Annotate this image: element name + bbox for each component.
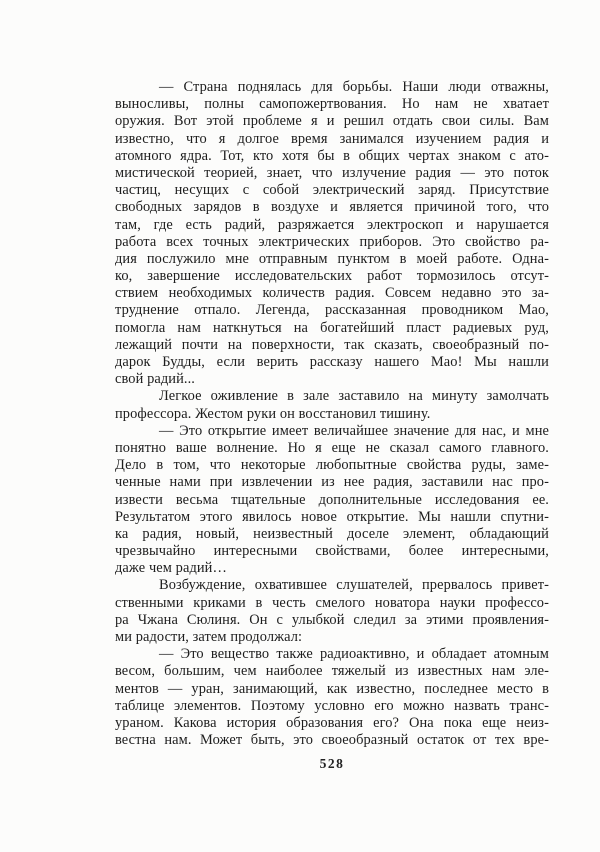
text-line: свободных зарядов в воздухе и является причиной того, что (115, 199, 549, 216)
text-line: таблице элементов. Поэтому условно его можно назвать транс- (115, 697, 549, 714)
text-line: — Страна поднялась для борьбы. Наши люди отважны, (159, 79, 549, 95)
text-line: частиц, несущих с собой электрический заряд. Присутствие (115, 182, 549, 199)
text-block (115, 79, 549, 749)
text-line: ченные нами при извлечении из нее радия, заставили нас про- (115, 474, 549, 491)
text-line: понятно ваше волнение. Но я еще не сказал самого главного. (115, 439, 549, 456)
text-line: даже чем радий… (115, 560, 227, 577)
text-line: весом, большим, чем наиболее тяжелый из известных нам эле- (115, 663, 549, 680)
text-line: выносливы, полны самопожертвования. Но нам не хватает (115, 96, 549, 113)
text-line: профессора. Жестом руки он восстановил тишину. (115, 405, 431, 422)
paragraph (115, 423, 549, 578)
text-line: — Это открытие имеет величайшее значение для нас, и мне (159, 422, 549, 439)
text-line: Результатом этого явилось новое открытие. Мы нашли спутни- (115, 508, 549, 525)
text-line: труднение отпало. Легенда, рассказанная проводником Мао, (115, 302, 549, 319)
text-line: атомного ядра. Тот, кто хотя бы в общих чертах знаком с ато- (115, 147, 549, 164)
text-line: — Это вещество также радиоактивно, и обладает атомным (159, 646, 549, 663)
text-line: там, где есть радий, разряжается электроскоп и нарушается (115, 216, 549, 233)
text-line: чрезвычайно интересными свойствами, более интересными, (115, 543, 549, 560)
text-line: помогла нам наткнуться на богатейший пласт радиевых руд, (115, 319, 549, 336)
page-number: 528 (319, 756, 345, 771)
text-line: извести весьма тщательные дополнительные исследования ее. (115, 491, 549, 508)
text-line: ураном. Какова история образования его? Она пока еще неиз- (115, 714, 549, 731)
text-line: работа всех точных электрических приборов. Это свойство ра- (115, 233, 549, 250)
paragraph (115, 577, 549, 646)
text-line: ко, завершение исследовательских работ тормозилось отсут- (115, 268, 549, 285)
text-line: Легкое оживление в зале заставило на минуту замолчать (159, 388, 549, 405)
text-line: мистической теорией, знает, что излучение радия — это поток (115, 164, 549, 181)
paragraph (115, 79, 549, 388)
paragraph (115, 388, 549, 422)
text-line: вестна нам. Может быть, это своеобразный остаток от тех вре- (115, 732, 549, 749)
text-line: Дело в том, что некоторые любопытные свойства руды, заме- (115, 457, 549, 474)
text-line: ка радия, новый, неизвестный доселе элемент, обладающий (115, 525, 549, 542)
text-line: дарок Будды, если верить рассказу нашего Мао! Мы нашли (115, 354, 549, 370)
text-line: ми радости, затем продолжал: (115, 629, 303, 645)
text-line: лежащий почти на поверхности, так сказать, своеобразный по- (115, 336, 549, 353)
text-line: ментов — уран, занимающий, как известно, последнее место в (115, 680, 549, 697)
text-line: ствием необходимых количеств радия. Совсем недавно это за- (115, 285, 549, 302)
paragraph (115, 646, 549, 749)
text-line: Возбуждение, охватившее слушателей, прервалось привет- (159, 577, 549, 594)
text-line: ственными криками в честь смелого новатора науки профессо- (115, 594, 549, 611)
text-line: дия послужило мне отправным пунктом в моей работе. Одна- (115, 250, 549, 267)
text-line: свой радий... (115, 371, 195, 388)
text-line: ра Чжана Сюлиня. Он с улыбкой следил за этими проявления- (115, 611, 549, 628)
text-line: известно, что я долгое время занимался изучением радия и (115, 130, 549, 147)
text-line: оружия. Вот этой проблеме я и решил отдать свои силы. Вам (115, 113, 549, 130)
